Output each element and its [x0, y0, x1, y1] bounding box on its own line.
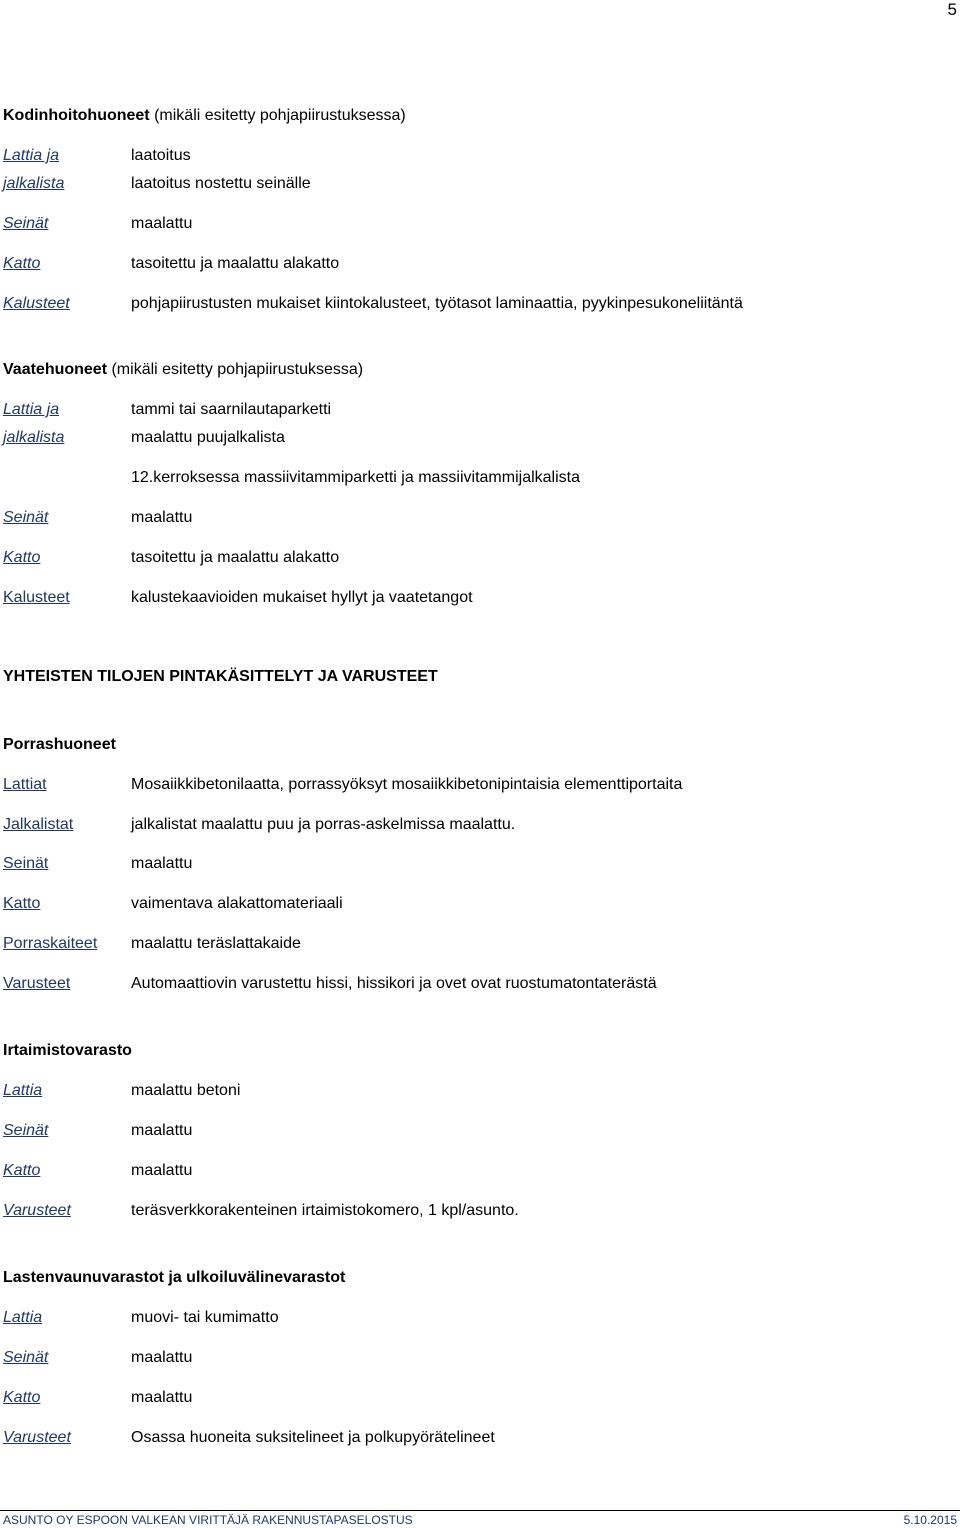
value-katto: maalattu — [131, 1389, 193, 1406]
value-jalkalistat: jalkalistat maalattu puu ja porras-askelmissa maalattu. — [131, 816, 516, 833]
label-katto: Katto — [3, 1162, 41, 1179]
value-lattia: laatoitus — [131, 147, 191, 164]
label-porraskaiteet: Porraskaiteet — [3, 935, 98, 952]
value-seinat: maalattu — [131, 1122, 193, 1139]
section-title-note: (mikäli esitetty pohjapiirustuksessa) — [149, 107, 406, 124]
section-title-vaatehuoneet — [3, 360, 363, 380]
label-kalusteet: Kalusteet — [3, 589, 70, 606]
value-katto: tasoitettu ja maalattu alakatto — [131, 255, 340, 272]
label-seinat: Seinät — [3, 855, 49, 872]
value-seinat: maalattu — [131, 509, 193, 526]
value-seinat: maalattu — [131, 855, 193, 872]
label-lattiat: Lattiat — [3, 776, 47, 793]
section-title-lastenvaunuvarastot: Lastenvaunuvarastot ja ulkoiluvälinevarastot — [3, 1269, 346, 1286]
value-varusteet: teräsverkkorakenteinen irtaimistokomero, 1 kpl/asunto. — [131, 1202, 519, 1219]
value-porraskaiteet: maalattu teräslattakaide — [131, 935, 301, 952]
label-kalusteet: Kalusteet — [3, 295, 70, 312]
value-lattia: muovi- tai kumimatto — [131, 1309, 279, 1326]
label-katto: Katto — [3, 895, 41, 912]
value-varusteet: Osassa huoneita suksitelineet ja polkupyörätelineet — [131, 1429, 495, 1446]
value-lattia: maalattu betoni — [131, 1082, 241, 1099]
label-varusteet: Varusteet — [3, 975, 71, 992]
value-lattia-2: maalattu puujalkalista — [131, 429, 285, 446]
label-lattia: Lattia — [3, 1309, 43, 1326]
section-title-note: (mikäli esitetty pohjapiirustuksessa) — [107, 361, 364, 378]
value-varusteet: Automaattiovin varustettu hissi, hissikori ja ovet ovat ruostumatontaterästä — [131, 975, 657, 992]
label-jalkalista: jalkalista — [3, 175, 65, 192]
footer-date: 5.10.2015 — [903, 1513, 957, 1527]
label-lattia: Lattia — [3, 1082, 43, 1099]
value-seinat: maalattu — [131, 215, 193, 232]
label-lattia-ja: Lattia ja — [3, 147, 60, 164]
label-varusteet: Varusteet — [3, 1202, 71, 1219]
value-kalusteet: pohjapiirustusten mukaiset kiintokalusteet, työtasot laminaattia, pyykinpesukoneliitäntä — [131, 295, 743, 312]
label-seinat: Seinät — [3, 1349, 49, 1366]
page-number: 5 — [947, 0, 957, 19]
value-seinat: maalattu — [131, 1349, 193, 1366]
label-katto: Katto — [3, 1389, 41, 1406]
label-katto: Katto — [3, 255, 41, 272]
section-title-porrashuoneet: Porrashuoneet — [3, 736, 116, 753]
label-varusteet: Varusteet — [3, 1429, 71, 1446]
value-lattia: tammi tai saarnilautaparketti — [131, 401, 332, 418]
footer-divider — [0, 1510, 960, 1511]
footer-document-title: ASUNTO OY ESPOON VALKEAN VIRITTÄJÄ RAKENNUSTAPASELOSTUS — [3, 1513, 413, 1527]
section-title-bold: Vaatehuoneet — [3, 361, 108, 378]
section-title-irtaimistovarasto: Irtaimistovarasto — [3, 1042, 132, 1059]
section-title-kodinhoitohuoneet — [3, 106, 406, 126]
label-jalkalista: jalkalista — [3, 429, 65, 446]
value-lattia-2: laatoitus nostettu seinälle — [131, 175, 311, 192]
value-lattia-3: 12.kerroksessa massiivitammiparketti ja massiivitammijalkalista — [131, 469, 580, 486]
label-seinat: Seinät — [3, 215, 49, 232]
label-seinat: Seinät — [3, 1122, 49, 1139]
value-lattiat: Mosaiikkibetonilaatta, porrassyöksyt mosaiikkibetonipintaisia elementtiportaita — [131, 776, 683, 793]
label-katto: Katto — [3, 549, 41, 566]
label-lattia-ja: Lattia ja — [3, 401, 60, 418]
value-katto: vaimentava alakattomateriaali — [131, 895, 343, 912]
value-katto: maalattu — [131, 1162, 193, 1179]
heading-yhteiset-tilat: YHTEISTEN TILOJEN PINTAKÄSITTELYT JA VARUSTEET — [3, 668, 438, 685]
section-title-bold: Kodinhoitohuoneet — [3, 107, 150, 124]
value-kalusteet: kalustekaavioiden mukaiset hyllyt ja vaatetangot — [131, 589, 473, 606]
label-seinat: Seinät — [3, 509, 49, 526]
value-katto: tasoitettu ja maalattu alakatto — [131, 549, 340, 566]
label-jalkalistat: Jalkalistat — [3, 816, 74, 833]
